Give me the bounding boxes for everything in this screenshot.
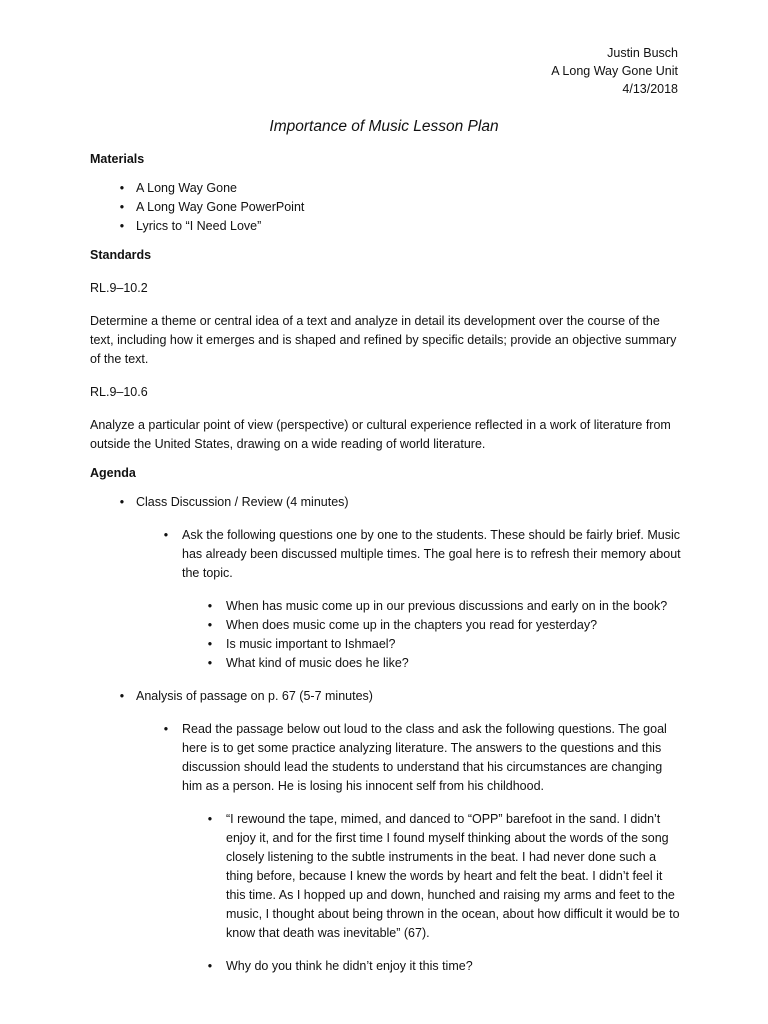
list-item: • Ask the following questions one by one to the students. These should be fairly brief. Music has already been discussed multiple times. The goal here is to refresh their memory about the topic. <box>90 526 682 583</box>
document-body <box>90 150 682 976</box>
agenda-item: • Class Discussion / Review (4 minutes) <box>90 493 682 512</box>
bullet-icon: • <box>163 528 169 542</box>
agenda-sublist <box>90 720 682 796</box>
list-item: • When does music come up in the chapters you read for yesterday? <box>90 616 682 635</box>
bullet-icon: • <box>163 722 169 736</box>
document-title: Importance of Music Lesson Plan <box>269 118 499 135</box>
list-item: • What kind of music does he like? <box>90 654 682 673</box>
bullet-icon: • <box>119 689 125 703</box>
bullet-icon: • <box>207 812 213 826</box>
bullet-icon: • <box>207 637 213 651</box>
header-block <box>551 44 678 98</box>
agenda-list <box>90 493 682 512</box>
agenda-list <box>90 687 682 706</box>
list-item: • Is music important to Ishmael? <box>90 635 682 654</box>
list-item: • When has music come up in our previous discussions and early on in the book? <box>90 597 682 616</box>
bullet-icon: • <box>119 219 125 233</box>
document-date: 4/13/2018 <box>622 82 678 96</box>
bullet-icon: • <box>207 618 213 632</box>
list-item: • A Long Way Gone <box>90 179 682 198</box>
bullet-icon: • <box>119 181 125 195</box>
agenda-item: • Analysis of passage on p. 67 (5-7 minutes) <box>90 687 682 706</box>
standard-code: RL.9–10.2 <box>90 281 148 295</box>
quote-list <box>90 810 682 943</box>
list-item: • Why do you think he didn’t enjoy it this time? <box>90 957 682 976</box>
standard-text: Analyze a particular point of view (perspective) or cultural experience reflected in a work of literature from outside the United States, drawing on a wide reading of world literature. <box>90 418 671 451</box>
question-list <box>90 957 682 976</box>
bullet-icon: • <box>207 959 213 973</box>
agenda-sublist <box>90 526 682 583</box>
list-item: • “I rewound the tape, mimed, and danced to “OPP” barefoot in the sand. I didn’t enjoy it, and for the first time I found myself thinking about the words of the song closely listening to the subtle instruments in the beat. I had never done such a thing before, because I knew the words by heart and felt the beat. I didn’t feel it this time. As I hopped up and down, hunched and raising my arms and feet to the music, I thought about being thrown in the ocean, about how difficult it would be to know that death was inevitable” (67). <box>90 810 682 943</box>
standard-text: Determine a theme or central idea of a text and analyze in detail its development over the course of the text, including how it emerges and is shaped and refined by specific details; provide an objective summary of the text. <box>90 314 677 366</box>
agenda-heading: Agenda <box>90 466 136 480</box>
list-item: • Read the passage below out loud to the class and ask the following questions. The goal here is to get some practice analyzing literature. The answers to the questions and this discussion should lead the students to understand that his circumstances are changing him as a person. He is losing his innocent self from his childhood. <box>90 720 682 796</box>
author-name: Justin Busch <box>607 46 678 60</box>
bullet-icon: • <box>207 656 213 670</box>
materials-list <box>90 179 682 236</box>
list-item: • Lyrics to “I Need Love” <box>90 217 682 236</box>
standard-code: RL.9–10.6 <box>90 385 148 399</box>
standards-heading: Standards <box>90 248 152 262</box>
bullet-icon: • <box>119 495 125 509</box>
bullet-icon: • <box>207 599 213 613</box>
question-list <box>90 597 682 673</box>
list-item: • A Long Way Gone PowerPoint <box>90 198 682 217</box>
materials-heading: Materials <box>90 152 145 166</box>
bullet-icon: • <box>119 200 125 214</box>
unit-name: A Long Way Gone Unit <box>551 64 678 78</box>
